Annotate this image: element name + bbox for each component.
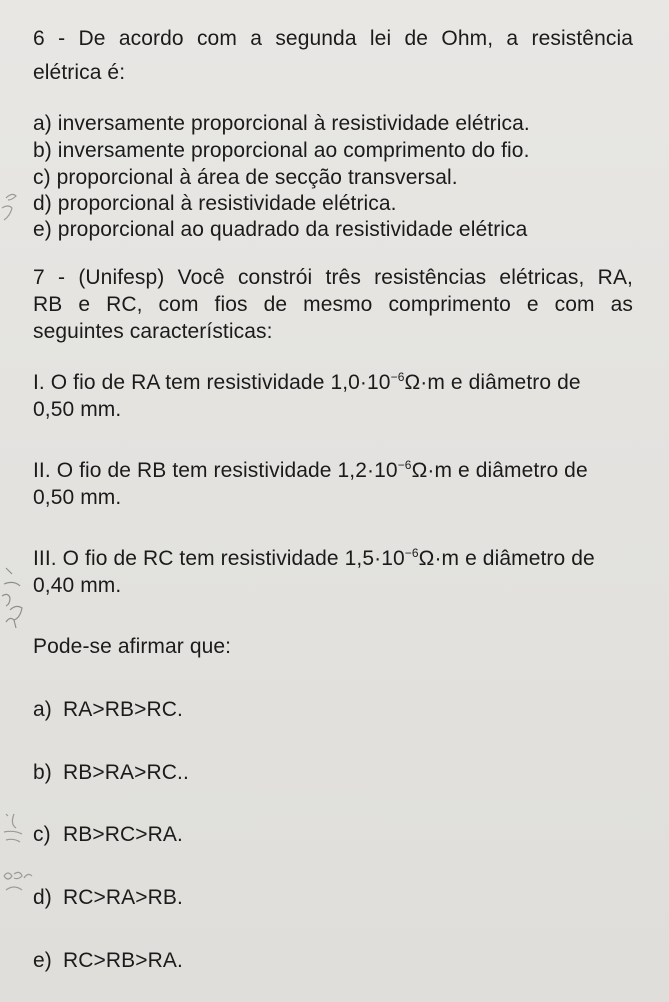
q6-stem-line-2: elétrica é: bbox=[33, 61, 126, 84]
item-3-prefix: III. O fio de RC tem resistividade bbox=[33, 547, 345, 570]
pencil-scribble bbox=[0, 868, 40, 904]
item-2-prefix: II. O fio de RB tem resistividade bbox=[33, 459, 338, 482]
answer-b-label: b) bbox=[33, 761, 52, 784]
answer-d-label: d) bbox=[33, 886, 52, 909]
q7-answer-d bbox=[33, 885, 183, 911]
q6-stem-line-1: 6 - De acordo com a segunda lei de Ohm, a resistência bbox=[33, 27, 633, 50]
q7-prompt: Pode-se afirmar que: bbox=[33, 635, 232, 658]
q7-item-2 bbox=[33, 458, 588, 484]
item-2-value: 1,2·10 bbox=[337, 459, 398, 482]
answer-a-text: RA>RB>RC. bbox=[63, 698, 183, 721]
item-1-unit: Ω·m bbox=[404, 371, 445, 394]
q6-option-b: b) inversamente proporcional ao comprimento do fio. bbox=[33, 139, 530, 162]
answer-e-label: e) bbox=[33, 949, 52, 972]
item-1-suffix: e diâmetro de bbox=[444, 371, 581, 394]
q7-stem-line-2: RB e RC, com fios de mesmo comprimento e com as bbox=[33, 293, 633, 316]
answer-c-label: c) bbox=[33, 823, 51, 846]
q6-option-a: a) inversamente proporcional à resistividade elétrica. bbox=[33, 112, 530, 135]
item-3-unit: Ω·m bbox=[418, 547, 460, 570]
q7-answer-e bbox=[33, 948, 183, 974]
item-3-value: 1,5·10 bbox=[344, 547, 405, 570]
q7-answer-c bbox=[33, 822, 183, 848]
q7-item-3-line-2: 0,40 mm. bbox=[33, 574, 122, 597]
q7-answer-b bbox=[33, 760, 189, 786]
q7-item-1 bbox=[33, 370, 581, 396]
answer-d-text: RC>RA>RB. bbox=[63, 886, 183, 909]
pencil-scribble bbox=[0, 190, 30, 230]
item-2-suffix: e diâmetro de bbox=[452, 459, 588, 482]
q7-stem-line-1: 7 - (Unifesp) Você constrói três resistências elétricas, RA, bbox=[33, 266, 633, 289]
q7-item-3 bbox=[33, 546, 595, 572]
answer-b-text: RB>RA>RC.. bbox=[63, 761, 189, 784]
pencil-scribble bbox=[0, 562, 36, 632]
item-3-exponent: −6 bbox=[404, 546, 419, 560]
item-1-exponent: −6 bbox=[390, 370, 405, 384]
q6-option-c: c) proporcional à área de secção transversal. bbox=[33, 166, 458, 189]
item-1-value: 1,0·10 bbox=[330, 371, 391, 394]
item-2-exponent: −6 bbox=[397, 458, 412, 472]
pencil-scribble bbox=[0, 810, 34, 850]
q7-item-1-line-2: 0,50 mm. bbox=[33, 398, 122, 421]
q6-option-e: e) proporcional ao quadrado da resistividade elétrica bbox=[33, 218, 528, 241]
q7-stem-line-3: seguintes características: bbox=[33, 320, 273, 343]
item-1-prefix: I. O fio de RA tem resistividade bbox=[33, 371, 331, 394]
item-3-suffix: e diâmetro de bbox=[459, 547, 595, 570]
q6-option-d: d) proporcional à resistividade elétrica. bbox=[33, 192, 397, 215]
answer-a-label: a) bbox=[33, 698, 52, 721]
answer-c-text: RB>RC>RA. bbox=[63, 823, 183, 846]
item-2-unit: Ω·m bbox=[411, 459, 453, 482]
answer-e-text: RC>RB>RA. bbox=[63, 949, 183, 972]
q7-item-2-line-2: 0,50 mm. bbox=[33, 486, 122, 509]
q7-answer-a bbox=[33, 697, 183, 723]
